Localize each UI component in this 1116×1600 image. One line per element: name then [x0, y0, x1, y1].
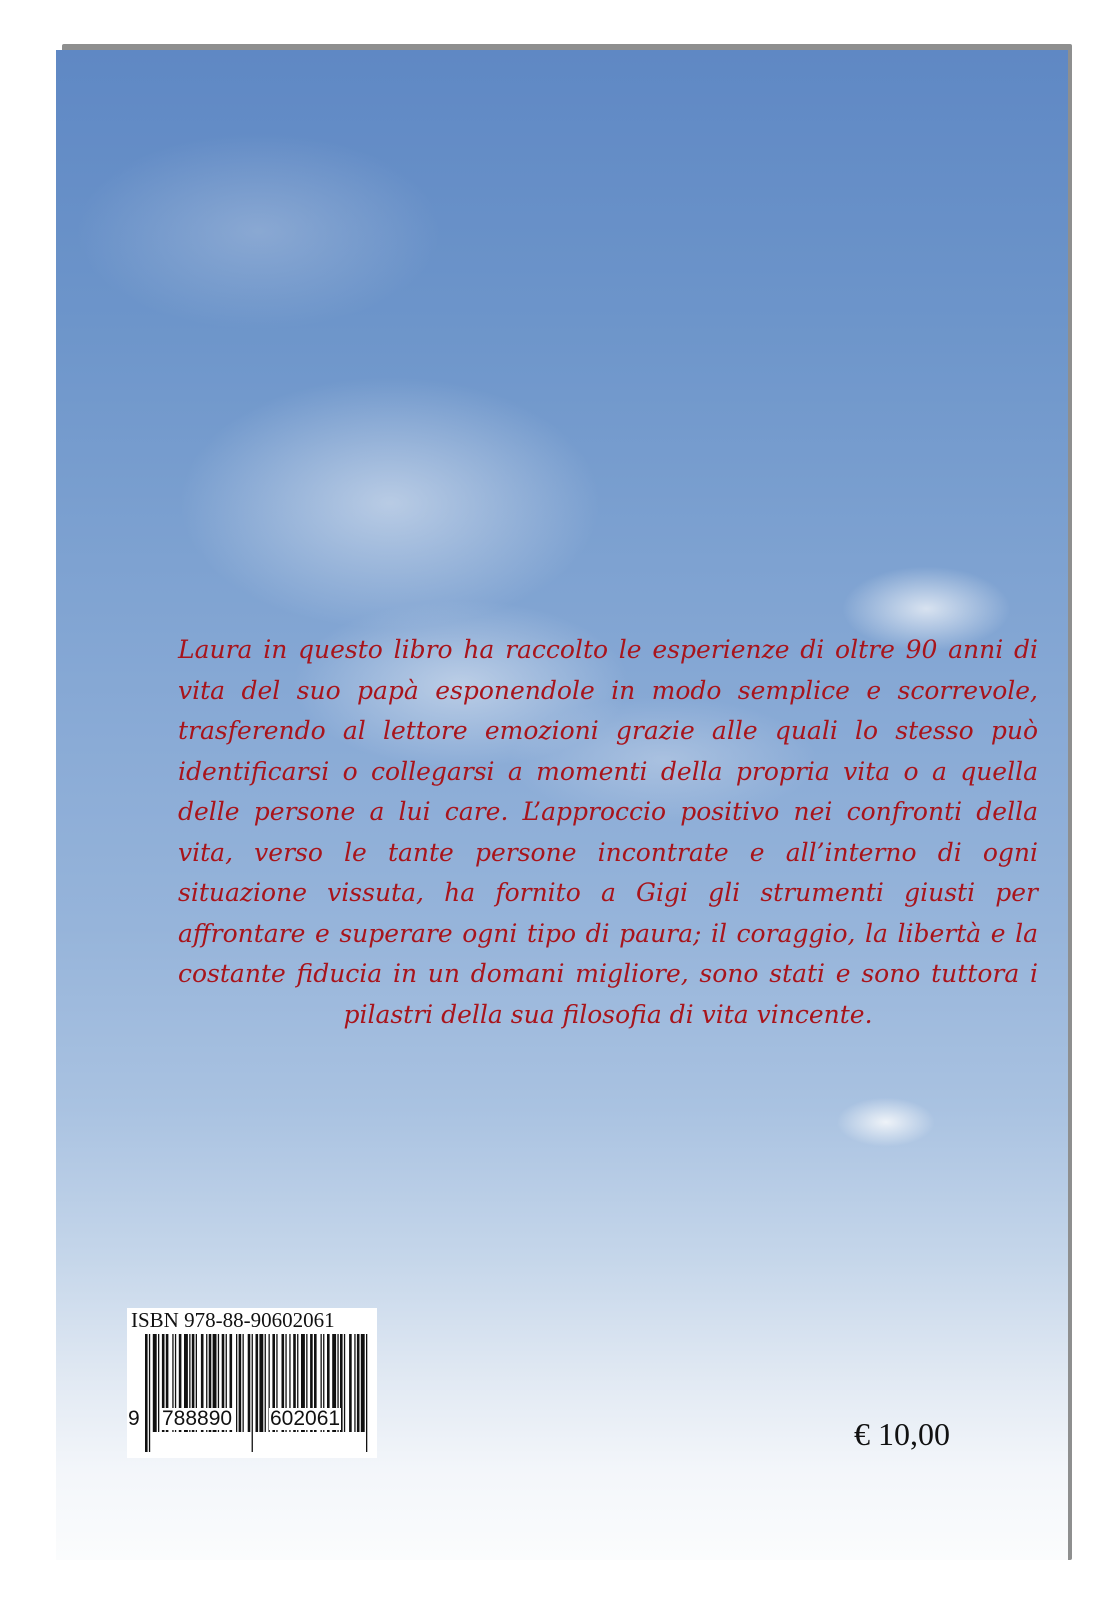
barcode-digits-left: 788890 [162, 1407, 233, 1430]
barcode-bar [349, 1334, 352, 1432]
barcode-bar [243, 1334, 244, 1432]
barcode-digits-right: 602061 [270, 1407, 341, 1430]
barcode-bar [145, 1334, 148, 1452]
barcode-bar [366, 1334, 367, 1452]
book-blurb: Laura in questo libro ha raccolto le esperienze di oltre 90 anni di vita del suo papà esponendole in modo semplice e scorrevole, trasferendo al lettore emozioni grazie alle quali lo stesso può identificarsi o collegarsi a momenti della propria vita o a quella delle persone a lui care. L’approccio positivo nei confronti della vita, verso le tante persone incontrate e all’interno di ogni situazione vissuta, ha fornito a Gigi gli strumenti giusti per affrontare e superare ogni tipo di paura; il coraggio, la libertà e la costante fiducia in un domani migliore, sono stati e sono tuttora i pilastri della sua filosofia di vita vincente. [178, 635, 1038, 1029]
barcode-bar [158, 1334, 159, 1432]
barcode-bar [236, 1334, 237, 1432]
barcode-bar [259, 1334, 263, 1432]
barcode-bar [354, 1334, 355, 1432]
barcode-bar [361, 1334, 365, 1432]
barcode-bar [265, 1334, 266, 1432]
barcode-bar [256, 1334, 259, 1432]
barcode-bar [252, 1334, 253, 1452]
barcode-icon [131, 1334, 373, 1454]
barcode-bar [248, 1334, 251, 1432]
barcode-bar [153, 1334, 157, 1432]
price-tag: € 10,00 [854, 1416, 950, 1452]
book-back-cover [56, 50, 1068, 1560]
barcode-bar [239, 1334, 242, 1432]
barcode-bar [149, 1334, 150, 1452]
barcode-block [127, 1308, 377, 1458]
barcode-bar [357, 1334, 360, 1432]
isbn-label: ISBN 978-88-90602061 [131, 1308, 335, 1332]
barcode-digit-first: 9 [128, 1407, 140, 1430]
barcode-bar [344, 1334, 345, 1432]
